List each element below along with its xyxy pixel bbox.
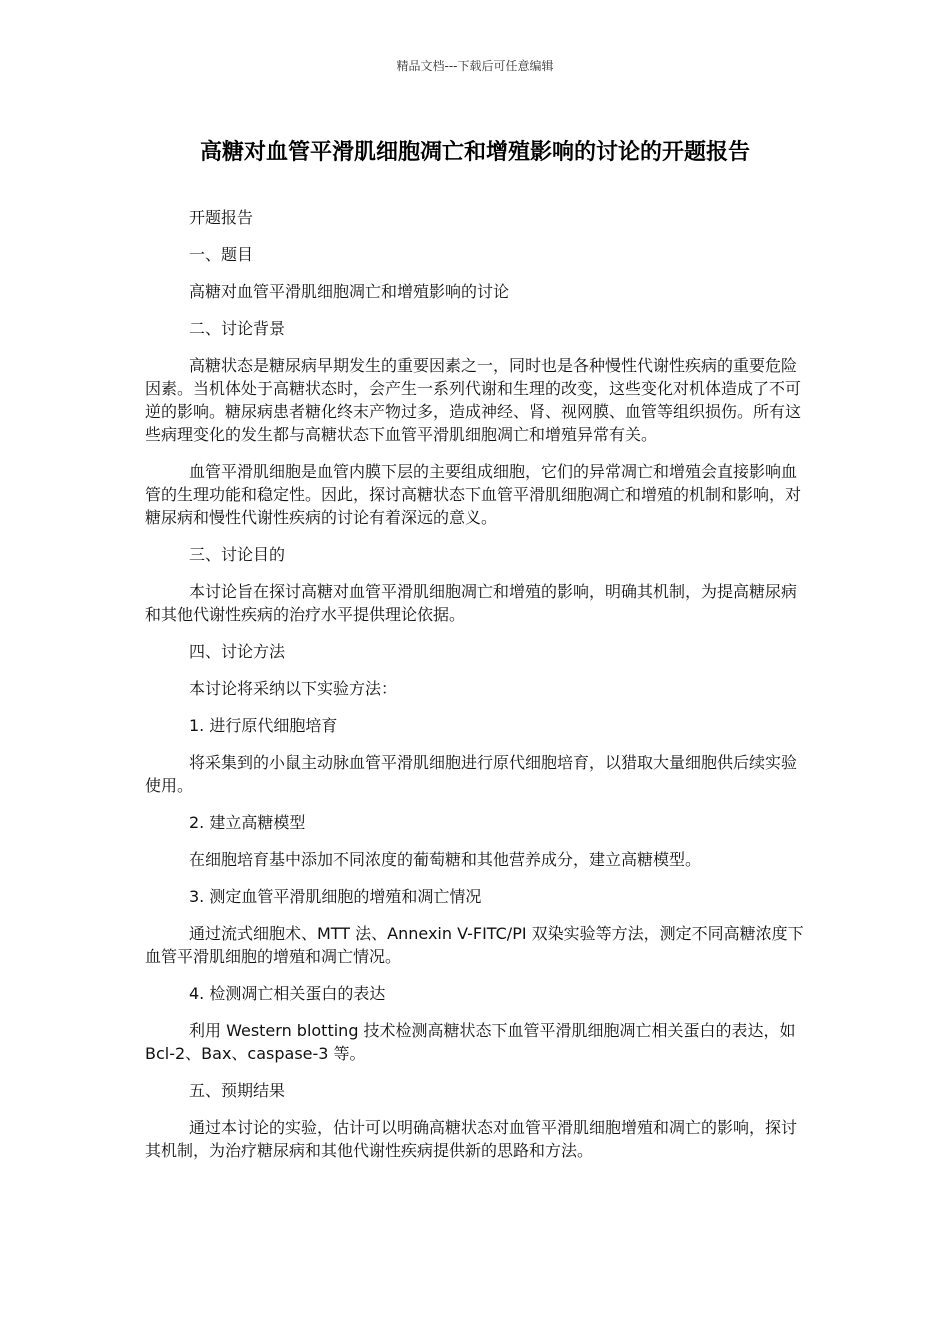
method-heading: 2. 建立高糖模型: [189, 813, 306, 832]
method-heading: 3. 测定血管平滑肌细胞的增殖和凋亡情况: [189, 887, 482, 906]
method-paragraph: 将采集到的小鼠主动脉血管平滑肌细胞进行原代细胞培育，以猎取大量细胞供后续实验使用。: [145, 753, 798, 795]
background-paragraph: 高糖状态是糖尿病早期发生的重要因素之一，同时也是各种慢性代谢性疾病的重要危险因素。当机体处于高糖状态时，会产生一系列代谢和生理的改变，这些变化对机体造成了不可逆的影响。糖尿病患者糖化终末产物过多，造成神经、肾、视网膜、血管等组织损伤。所有这些病理变化的发生都与高糖状态下血管平滑肌细胞凋亡和增殖异常有关。: [145, 356, 802, 444]
methods-intro-paragraph: 本讨论将采纳以下实验方法：: [189, 679, 398, 698]
topic-paragraph: 高糖对血管平滑肌细胞凋亡和增殖影响的讨论: [189, 282, 510, 301]
method-heading: 4. 检测凋亡相关蛋白的表达: [189, 984, 386, 1003]
document-title: 高糖对血管平滑肌细胞凋亡和增殖影响的讨论的开题报告: [199, 140, 750, 165]
section-heading-expected-results: 五、预期结果: [189, 1081, 286, 1100]
section-label: 开题报告: [189, 208, 254, 227]
document-body: [145, 206, 809, 1176]
section-heading-purpose: 三、讨论目的: [189, 545, 286, 564]
section-heading-methods: 四、讨论方法: [189, 642, 286, 661]
method-paragraph: 通过流式细胞术、MTT 法、Annexin V-FITC/PI 双染实验等方法，测定不同高糖浓度下血管平滑肌细胞的增殖和凋亡情况。: [145, 924, 804, 966]
page-header: 精品文档---下载后可任意编辑: [396, 59, 554, 73]
section-heading-background: 二、讨论背景: [189, 319, 286, 338]
method-paragraph: 利用 Western blotting 技术检测高糖状态下血管平滑肌细胞凋亡相关蛋白的表达，如 Bcl-2、Bax、caspase-3 等。: [145, 1021, 796, 1063]
section-heading-topic: 一、题目: [189, 245, 254, 264]
expected-results-paragraph: 通过本讨论的实验，估计可以明确高糖状态对血管平滑肌细胞增殖和凋亡的影响，探讨其机制，为治疗糖尿病和其他代谢性疾病提供新的思路和方法。: [145, 1118, 798, 1160]
method-heading: 1. 进行原代细胞培育: [189, 716, 338, 735]
background-paragraph: 血管平滑肌细胞是血管内膜下层的主要组成细胞，它们的异常凋亡和增殖会直接影响血管的生理功能和稳定性。因此，探讨高糖状态下血管平滑肌细胞凋亡和增殖的机制和影响，对糖尿病和慢性代谢性疾病的讨论有着深远的意义。: [145, 462, 802, 527]
purpose-paragraph: 本讨论旨在探讨高糖对血管平滑肌细胞凋亡和增殖的影响，明确其机制，为提高糖尿病和其他代谢性疾病的治疗水平提供理论依据。: [145, 582, 798, 624]
method-paragraph: 在细胞培育基中添加不同浓度的葡萄糖和其他营养成分，建立高糖模型。: [189, 850, 702, 869]
